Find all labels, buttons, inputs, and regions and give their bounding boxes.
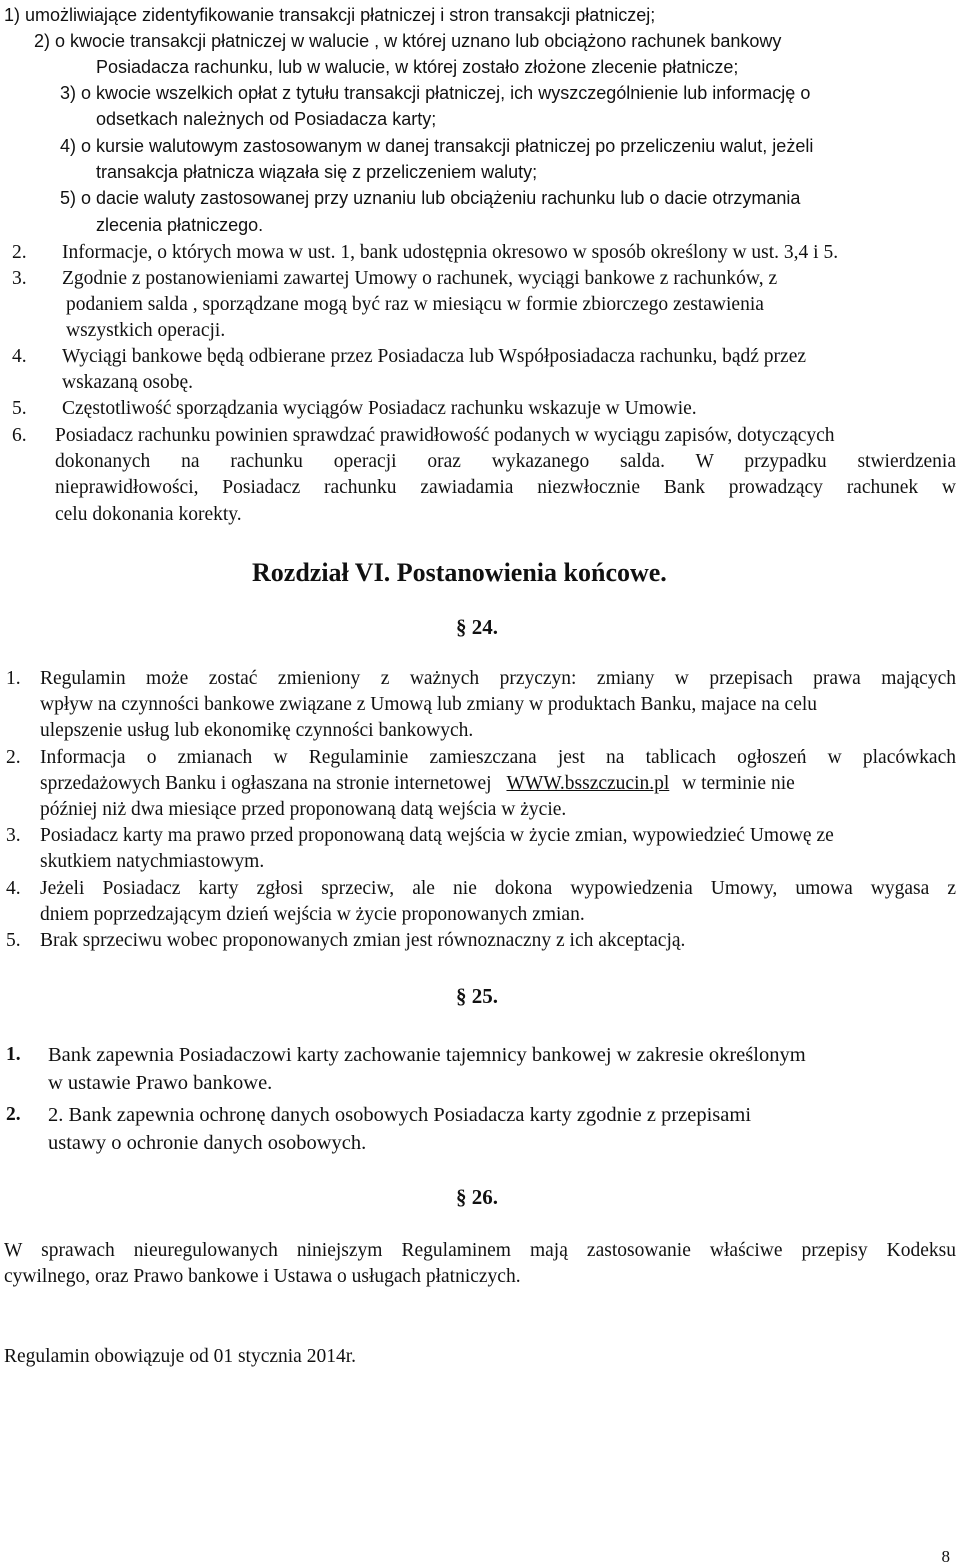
sec24-item-5-number: 5. xyxy=(6,930,21,951)
effective-date-note: Regulamin obowiązuje od 01 stycznia 2014r. xyxy=(4,1346,357,1367)
sec26-line-2: cywilnego, oraz Prawo bankowe i Ustawa o usługach płatniczych. xyxy=(4,1266,521,1287)
sec24-item-3-number: 3. xyxy=(6,825,21,846)
sec24-item-1-line-1: Regulamin może zostać zmieniony z ważnych przyczyn: zmiany w przepisach prawa mających xyxy=(40,668,956,689)
point-3-line-2: podaniem salda , sporządzane mogą być raz w miesiącu w formie zbiorczego zestawienia xyxy=(66,294,764,315)
sec25-item-2-line-2: ustawy o ochronie danych osobowych. xyxy=(48,1132,367,1154)
sec24-item-1-number: 1. xyxy=(6,668,21,689)
sec24-item-2-line-3: później niż dwa miesiące przed proponowaną datą wejścia w życie. xyxy=(40,799,567,820)
sec24-item-4-number: 4. xyxy=(6,878,21,899)
point-6-line-3: nieprawidłowości, Posiadacz rachunku zawiadamia niezwłocznie Bank prowadzący rachunek w xyxy=(55,477,956,498)
sec24-item-5-line-1: Brak sprzeciwu wobec proponowanych zmian jest równoznaczny z ich akceptacją. xyxy=(40,930,686,951)
website-link[interactable]: WWW.bsszczucin.pl xyxy=(506,773,670,794)
sec24-item-3-line-2: skutkiem natychmiastowym. xyxy=(40,851,265,872)
list-item-3-cont: odsetkach należnych od Posiadacza karty; xyxy=(96,109,437,129)
sec24-item-4-line-1: Jeżeli Posiadacz karty zgłosi sprzeciw, ale nie dokona wypowiedzenia Umowy, umowa wygasa z xyxy=(40,878,956,899)
sec24-item-4-line-2: dniem poprzedzającym dzień wejścia w życie proponowanych zmian. xyxy=(40,904,585,925)
list-item-5: 5) o dacie waluty zastosowanej przy uznaniu lub obciążeniu rachunku lub o dacie otrzymania xyxy=(60,188,801,208)
list-item-5-cont: zlecenia płatniczego. xyxy=(96,215,264,235)
page-number: 8 xyxy=(941,1547,950,1566)
sec25-item-1-line-2: w ustawie Prawo bankowe. xyxy=(48,1072,273,1094)
section-25-title: § 25. xyxy=(456,984,498,1008)
sec25-item-2-number: 2. xyxy=(6,1104,21,1125)
sec25-item-1-line-1: Bank zapewnia Posiadaczowi karty zachowanie tajemnicy bankowej w zakresie określonym xyxy=(48,1044,806,1066)
list-item-4: 4) o kursie walutowym zastosowanym w danej transakcji płatniczej po przeliczeniu walut, jeżeli xyxy=(60,136,814,156)
sec25-item-1-number: 1. xyxy=(6,1044,21,1065)
sec24-item-2-number: 2. xyxy=(6,747,21,768)
point-4-line-2: wskazaną osobę. xyxy=(62,372,194,393)
chapter-heading: Rozdział VI. Postanowienia końcowe. xyxy=(252,558,667,587)
sec24-item-2-line-2-text: sprzedażowych Banku i ogłaszana na stronie internetowej xyxy=(40,773,492,794)
sec24-item-2-after-link: w terminie nie xyxy=(682,773,795,794)
point-5-text: Częstotliwość sporządzania wyciągów Posiadacz rachunku wskazuje w Umowie. xyxy=(62,398,697,419)
sec24-item-1-line-2: wpływ na czynności bankowe związane z Umową lub zmiany w produktach Banku, majace na celu xyxy=(40,694,818,715)
point-4-number: 4. xyxy=(12,346,27,367)
list-item-2-cont: Posiadacza rachunku, lub w walucie, w której zostało złożone zlecenie płatnicze; xyxy=(96,57,739,77)
point-4-line-1: Wyciągi bankowe będą odbierane przez Posiadacza lub Współposiadacza rachunku, bądź przez xyxy=(62,346,806,367)
list-item-2: 2) o kwocie transakcji płatniczej w walucie , w której uznano lub obciążono rachunek bankowy xyxy=(34,31,782,51)
sec26-line-1: W sprawach nieuregulowanych niniejszym Regulaminem mają zastosowanie właściwe przepisy Kodeksu xyxy=(4,1240,956,1261)
point-3-number: 3. xyxy=(12,268,27,289)
point-6-line-1: Posiadacz rachunku powinien sprawdzać prawidłowość podanych w wyciągu zapisów, dotyczących xyxy=(55,425,835,446)
point-3-line-1: Zgodnie z postanowieniami zawartej Umowy o rachunek, wyciągi bankowe z rachunków, z xyxy=(62,268,778,289)
list-item-1: 1) umożliwiające zidentyfikowanie transakcji płatniczej i stron transakcji płatniczej; xyxy=(4,5,656,25)
point-6-number: 6. xyxy=(12,425,27,446)
sec24-item-1-line-3: ulepszenie usług lub ekonomikę czynności bankowych. xyxy=(40,720,474,741)
point-5-number: 5. xyxy=(12,398,27,419)
point-6-line-2: dokonanych na rachunku operacji oraz wykazanego salda. W przypadku stwierdzenia xyxy=(55,451,956,472)
point-2-number: 2. xyxy=(12,242,27,263)
sec24-item-2-line-2 xyxy=(40,774,795,794)
point-6-line-4: celu dokonania korekty. xyxy=(55,504,242,525)
point-3-line-3: wszystkich operacji. xyxy=(66,320,226,341)
list-item-4-cont: transakcja płatnicza wiązała się z przeliczeniem waluty; xyxy=(96,162,538,182)
section-26-title: § 26. xyxy=(456,1185,498,1209)
sec24-item-2-line-1: Informacja o zmianach w Regulaminie zamieszczana jest na tablicach ogłoszeń w placówkach xyxy=(40,747,956,768)
list-item-3: 3) o kwocie wszelkich opłat z tytułu transakcji płatniczej, ich wyszczególnienie lub informację o xyxy=(60,83,811,103)
sec25-item-2-line-1: 2. Bank zapewnia ochronę danych osobowych Posiadacza karty zgodnie z przepisami xyxy=(48,1104,752,1126)
section-24-title: § 24. xyxy=(456,615,498,639)
point-2-text: Informacje, o których mowa w ust. 1, bank udostępnia okresowo w sposób określony w ust. 3,4 i 5. xyxy=(62,242,839,263)
sec24-item-3-line-1: Posiadacz karty ma prawo przed proponowaną datą wejścia w życie zmian, wypowiedzieć Umowę ze xyxy=(40,825,834,846)
